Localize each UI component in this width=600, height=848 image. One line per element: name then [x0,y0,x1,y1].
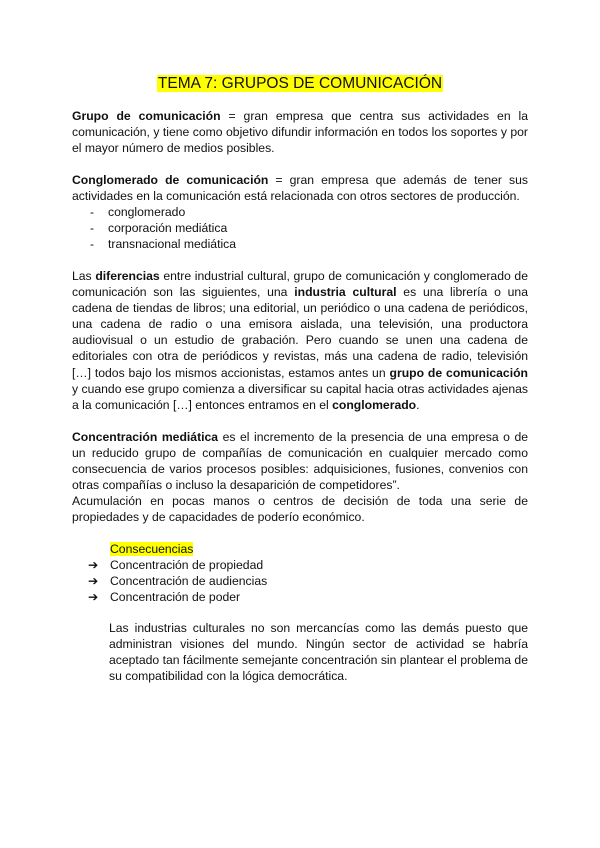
dash-bullet: - [90,237,95,252]
list-item: ➔ Concentración de poder [88,590,241,605]
concentracion-term: Concentración mediática [72,430,219,444]
list-item: - corporación mediática [90,221,228,236]
concentracion-text: es el incremento de la presencia de una empresa o de un reducido grupo de compañías de comunicación en cualquier mercado como consecuencia de varios procesos posibles: adquisiciones, fusiones, convenios con otras compañías o incluso la desaparición de competidores”. [72,430,529,493]
concentracion-paragraph [72,429,528,526]
consecuencias-list [72,557,528,605]
list-item: ➔ Concentración de propiedad [88,558,264,573]
arrow-icon: ➔ [88,558,99,573]
page-title [0,74,600,94]
dash-bullet: - [90,221,95,236]
conglomerado-definition [72,172,528,252]
grupo-definition [72,108,528,156]
conglomerado-term: Conglomerado de comunicación [72,173,269,187]
conglomerado-term-inline: conglomerado [332,397,417,412]
list-item: - transnacional mediática [90,237,237,252]
grupo-text: = gran empresa que centra sus actividades en la comunicación, y tiene como objetivo difundir información en todos los soportes y por el mayor número de medios posibles. [72,109,529,156]
title-text: TEMA 7: GRUPOS DE COMUNICACIÓN [157,75,443,92]
conglomerado-text: = gran empresa que además de tener sus actividades en la comunicación está relacionada con otros sectores de producción. [72,173,528,204]
list-item: ➔ Concentración de audiencias [88,574,268,589]
arrow-icon: ➔ [88,590,99,605]
grupo-comunicacion-term: grupo de comunicación [389,365,528,380]
industrias-paragraph [109,620,528,684]
list-item: - conglomerado [90,205,186,220]
conglomerado-list [72,204,528,252]
industrias-text: Las industrias culturales no son mercancías como las demás puesto que administran visiones del mundo. Ningún sector de actividad se habría aceptado tan fácilmente semejante concentración sin plantear el problema de su compatibilidad con la lógica democrática. [109,621,528,684]
dash-bullet: - [90,205,95,220]
consecuencias-heading: Consecuencias [110,542,194,556]
diferencias-paragraph: Las diferencias entre industrial cultural, grupo de comunicación y conglomerado de comunicación son las siguientes, una industria cultural es una librería o una cadena de tiendas de libros; una editorial, un periódico o una cadena de periódicos, una cadena de radio o una emisora aislada, una televisión, una productora audiovisual o un estudio de grabación. Pero cuando se unen una cadena de editoriales con otra de periódicos y revistas, más una cadena de radio, televisión […] todos bajo los mismos accionistas, estamos antes un grupo de comunicación y cuando ese grupo comienza a diversificar su capital hacia otras actividades ajenas a la comunicación […] entonces entramos en el conglomerado. [72,269,528,412]
acumulacion-text: Acumulación en pocas manos o centros de decisión de toda una serie de propiedades y de capacidades de poderío económico. [72,494,528,525]
consecuencias-section [72,541,528,605]
industria-cultural-term: industria cultural [294,285,397,300]
arrow-icon: ➔ [88,574,99,589]
grupo-term: Grupo de comunicación [72,109,221,123]
diferencias-term: diferencias [95,269,160,283]
